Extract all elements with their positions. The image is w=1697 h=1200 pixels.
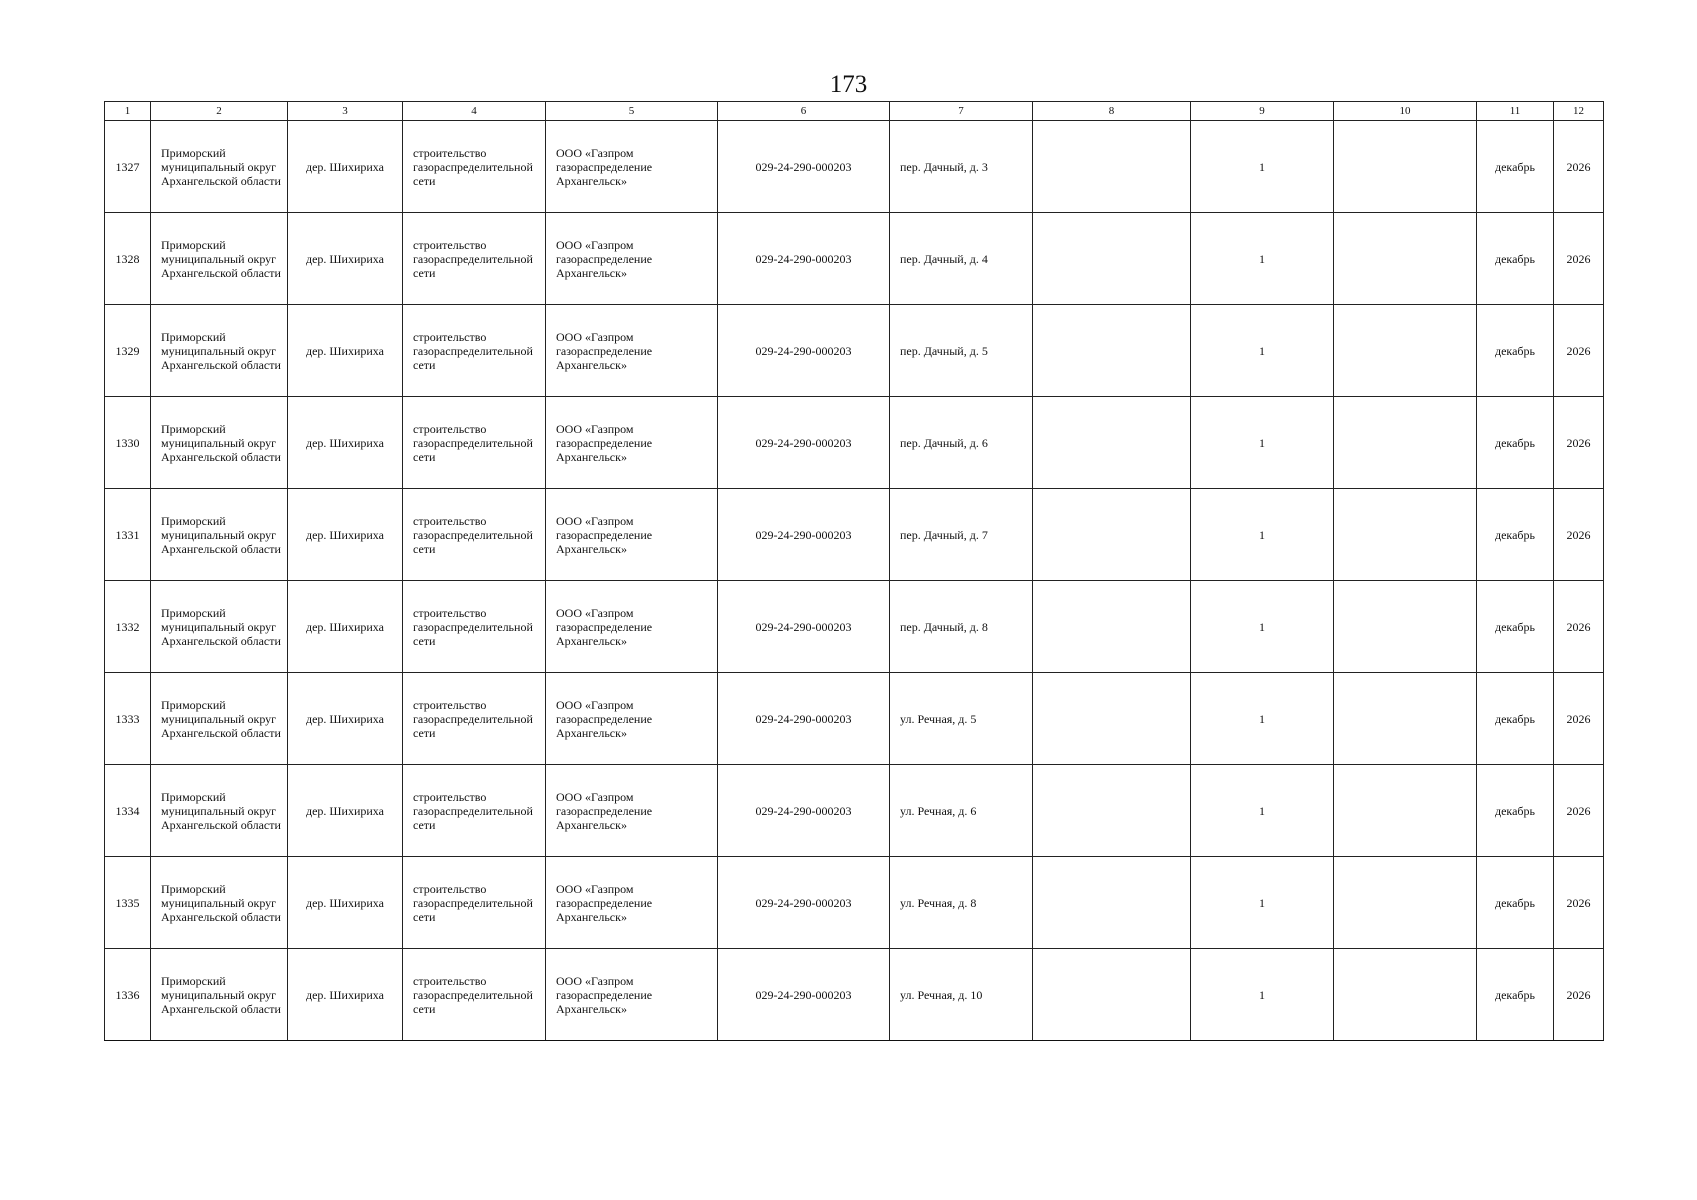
cell-col8 — [1033, 305, 1191, 397]
cell-month: декабрь — [1477, 857, 1554, 949]
cell-address: ул. Речная, д. 10 — [890, 949, 1033, 1041]
column-header: 5 — [546, 102, 718, 121]
cell-col10 — [1334, 489, 1477, 581]
cell-work-type: строительство газораспределительной сети — [403, 305, 546, 397]
cell-settlement: дер. Шихириха — [288, 581, 403, 673]
column-header: 10 — [1334, 102, 1477, 121]
cell-month: декабрь — [1477, 305, 1554, 397]
cell-organization: ООО «Газпром газораспределение Архангельск» — [546, 581, 718, 673]
cell-address: пер. Дачный, д. 7 — [890, 489, 1033, 581]
cell-number: 1333 — [105, 673, 151, 765]
cell-work-type: строительство газораспределительной сети — [403, 581, 546, 673]
cell-address: ул. Речная, д. 8 — [890, 857, 1033, 949]
column-header: 9 — [1191, 102, 1334, 121]
cell-organization: ООО «Газпром газораспределение Архангельск» — [546, 213, 718, 305]
cell-number: 1331 — [105, 489, 151, 581]
table-row — [105, 949, 1604, 1041]
cell-year: 2026 — [1554, 489, 1604, 581]
column-header: 1 — [105, 102, 151, 121]
cell-address: пер. Дачный, д. 4 — [890, 213, 1033, 305]
cell-municipality: Приморский муниципальный округ Архангельской области — [151, 489, 288, 581]
header-row — [105, 102, 1604, 121]
cell-col8 — [1033, 581, 1191, 673]
cell-code: 029-24-290-000203 — [718, 581, 890, 673]
cell-number: 1328 — [105, 213, 151, 305]
cell-number: 1332 — [105, 581, 151, 673]
cell-settlement: дер. Шихириха — [288, 949, 403, 1041]
cell-municipality: Приморский муниципальный округ Архангельской области — [151, 857, 288, 949]
column-header: 6 — [718, 102, 890, 121]
cell-municipality: Приморский муниципальный округ Архангельской области — [151, 305, 288, 397]
cell-code: 029-24-290-000203 — [718, 949, 890, 1041]
cell-work-type: строительство газораспределительной сети — [403, 397, 546, 489]
cell-address: пер. Дачный, д. 3 — [890, 121, 1033, 213]
column-header: 12 — [1554, 102, 1604, 121]
cell-col8 — [1033, 857, 1191, 949]
cell-year: 2026 — [1554, 765, 1604, 857]
table-row — [105, 765, 1604, 857]
column-header: 11 — [1477, 102, 1554, 121]
cell-year: 2026 — [1554, 673, 1604, 765]
cell-organization: ООО «Газпром газораспределение Архангельск» — [546, 397, 718, 489]
cell-municipality: Приморский муниципальный округ Архангельской области — [151, 581, 288, 673]
cell-organization: ООО «Газпром газораспределение Архангельск» — [546, 673, 718, 765]
table-body — [105, 121, 1604, 1041]
cell-settlement: дер. Шихириха — [288, 489, 403, 581]
cell-count: 1 — [1191, 397, 1334, 489]
cell-year: 2026 — [1554, 397, 1604, 489]
register-table — [104, 101, 1604, 1041]
cell-count: 1 — [1191, 949, 1334, 1041]
cell-settlement: дер. Шихириха — [288, 305, 403, 397]
cell-col8 — [1033, 397, 1191, 489]
cell-work-type: строительство газораспределительной сети — [403, 857, 546, 949]
cell-municipality: Приморский муниципальный округ Архангельской области — [151, 121, 288, 213]
cell-month: декабрь — [1477, 765, 1554, 857]
column-header: 3 — [288, 102, 403, 121]
cell-code: 029-24-290-000203 — [718, 213, 890, 305]
table-row — [105, 397, 1604, 489]
cell-settlement: дер. Шихириха — [288, 673, 403, 765]
cell-settlement: дер. Шихириха — [288, 765, 403, 857]
cell-count: 1 — [1191, 857, 1334, 949]
cell-month: декабрь — [1477, 489, 1554, 581]
cell-col8 — [1033, 765, 1191, 857]
table-row — [105, 213, 1604, 305]
cell-code: 029-24-290-000203 — [718, 305, 890, 397]
cell-address: ул. Речная, д. 5 — [890, 673, 1033, 765]
cell-col10 — [1334, 305, 1477, 397]
table-row — [105, 581, 1604, 673]
cell-col8 — [1033, 121, 1191, 213]
cell-col10 — [1334, 397, 1477, 489]
table-row — [105, 857, 1604, 949]
cell-month: декабрь — [1477, 673, 1554, 765]
cell-code: 029-24-290-000203 — [718, 121, 890, 213]
cell-organization: ООО «Газпром газораспределение Архангельск» — [546, 121, 718, 213]
cell-organization: ООО «Газпром газораспределение Архангельск» — [546, 489, 718, 581]
cell-work-type: строительство газораспределительной сети — [403, 213, 546, 305]
cell-count: 1 — [1191, 673, 1334, 765]
cell-work-type: строительство газораспределительной сети — [403, 121, 546, 213]
cell-organization: ООО «Газпром газораспределение Архангельск» — [546, 857, 718, 949]
cell-col8 — [1033, 489, 1191, 581]
cell-year: 2026 — [1554, 581, 1604, 673]
column-header: 2 — [151, 102, 288, 121]
cell-col10 — [1334, 581, 1477, 673]
cell-code: 029-24-290-000203 — [718, 857, 890, 949]
cell-col10 — [1334, 857, 1477, 949]
page-number: 173 — [829, 71, 868, 98]
cell-organization: ООО «Газпром газораспределение Архангельск» — [546, 949, 718, 1041]
cell-year: 2026 — [1554, 857, 1604, 949]
cell-year: 2026 — [1554, 213, 1604, 305]
cell-count: 1 — [1191, 489, 1334, 581]
table-row — [105, 121, 1604, 213]
cell-count: 1 — [1191, 121, 1334, 213]
cell-address: пер. Дачный, д. 6 — [890, 397, 1033, 489]
cell-col10 — [1334, 673, 1477, 765]
cell-number: 1327 — [105, 121, 151, 213]
cell-month: декабрь — [1477, 121, 1554, 213]
cell-work-type: строительство газораспределительной сети — [403, 765, 546, 857]
cell-municipality: Приморский муниципальный округ Архангельской области — [151, 213, 288, 305]
cell-col8 — [1033, 673, 1191, 765]
table-row — [105, 305, 1604, 397]
cell-code: 029-24-290-000203 — [718, 673, 890, 765]
cell-month: декабрь — [1477, 397, 1554, 489]
cell-code: 029-24-290-000203 — [718, 765, 890, 857]
cell-municipality: Приморский муниципальный округ Архангельской области — [151, 949, 288, 1041]
cell-col10 — [1334, 121, 1477, 213]
column-header: 4 — [403, 102, 546, 121]
cell-code: 029-24-290-000203 — [718, 397, 890, 489]
cell-col8 — [1033, 949, 1191, 1041]
cell-settlement: дер. Шихириха — [288, 121, 403, 213]
cell-col10 — [1334, 213, 1477, 305]
cell-number: 1329 — [105, 305, 151, 397]
cell-municipality: Приморский муниципальный округ Архангельской области — [151, 673, 288, 765]
cell-organization: ООО «Газпром газораспределение Архангельск» — [546, 305, 718, 397]
cell-settlement: дер. Шихириха — [288, 397, 403, 489]
cell-count: 1 — [1191, 581, 1334, 673]
cell-col10 — [1334, 765, 1477, 857]
cell-work-type: строительство газораспределительной сети — [403, 949, 546, 1041]
cell-settlement: дер. Шихириха — [288, 213, 403, 305]
table-row — [105, 489, 1604, 581]
cell-address: пер. Дачный, д. 5 — [890, 305, 1033, 397]
cell-address: ул. Речная, д. 6 — [890, 765, 1033, 857]
column-header: 8 — [1033, 102, 1191, 121]
cell-col8 — [1033, 213, 1191, 305]
cell-settlement: дер. Шихириха — [288, 857, 403, 949]
cell-number: 1330 — [105, 397, 151, 489]
cell-year: 2026 — [1554, 305, 1604, 397]
cell-count: 1 — [1191, 305, 1334, 397]
cell-month: декабрь — [1477, 949, 1554, 1041]
cell-organization: ООО «Газпром газораспределение Архангельск» — [546, 765, 718, 857]
cell-code: 029-24-290-000203 — [718, 489, 890, 581]
cell-year: 2026 — [1554, 949, 1604, 1041]
cell-year: 2026 — [1554, 121, 1604, 213]
cell-month: декабрь — [1477, 213, 1554, 305]
cell-month: декабрь — [1477, 581, 1554, 673]
cell-number: 1334 — [105, 765, 151, 857]
cell-address: пер. Дачный, д. 8 — [890, 581, 1033, 673]
column-header: 7 — [890, 102, 1033, 121]
cell-number: 1335 — [105, 857, 151, 949]
table-row — [105, 673, 1604, 765]
cell-work-type: строительство газораспределительной сети — [403, 673, 546, 765]
cell-municipality: Приморский муниципальный округ Архангельской области — [151, 397, 288, 489]
cell-work-type: строительство газораспределительной сети — [403, 489, 546, 581]
cell-number: 1336 — [105, 949, 151, 1041]
cell-count: 1 — [1191, 765, 1334, 857]
cell-municipality: Приморский муниципальный округ Архангельской области — [151, 765, 288, 857]
table-header — [105, 102, 1604, 121]
cell-col10 — [1334, 949, 1477, 1041]
cell-count: 1 — [1191, 213, 1334, 305]
